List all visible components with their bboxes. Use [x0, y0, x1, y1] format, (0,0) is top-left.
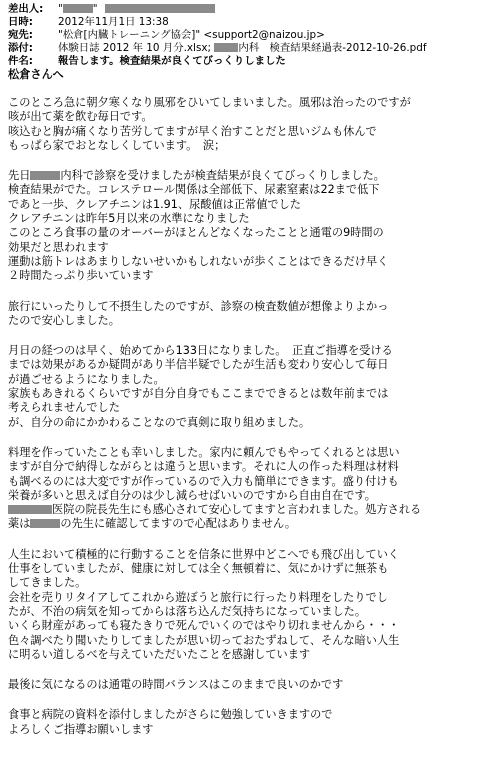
- from-open-quote: ": [58, 3, 63, 15]
- email-body: [8, 96, 474, 753]
- redacted-block: [30, 171, 60, 180]
- attach-value: [58, 42, 476, 55]
- body-line: ２時間たっぷり歩いています: [8, 269, 154, 283]
- paragraph-4: [8, 344, 474, 430]
- redacted-block: [30, 519, 60, 528]
- body-line: たので安心しました。: [8, 313, 120, 327]
- paragraph-1: [8, 96, 474, 153]
- redacted-block: [214, 43, 238, 52]
- body-line: 色々調べたり聞いたりしてましたが思い切っておたずねして、そんな暗い人生: [8, 633, 400, 647]
- body-line: 考えられませんでした: [8, 401, 120, 415]
- email-header: [8, 3, 476, 68]
- paragraph-7: [8, 678, 474, 692]
- header-subject-row: [8, 55, 476, 68]
- header-date-row: [8, 16, 476, 29]
- subject-value: 報告します。検査結果が良くてびっくりしました: [58, 55, 286, 67]
- body-line: に明るい道しるべを与えていただいたことを感謝しています: [8, 647, 311, 661]
- body-line: クレアチニンは昨年5月以来の水準になりました: [8, 212, 250, 226]
- from-value: [58, 3, 476, 16]
- body-line: 人生において積極的に行動することを信条に世界中どこへでも飛び出していく: [8, 547, 400, 561]
- body-line: 咳込むと胸が痛くなり苦労してますが早く治すことだと思いジムも休んで: [8, 124, 377, 138]
- body-text: 医院の院長先生にも感心されて安心してますと言われました。処方される: [52, 503, 422, 517]
- body-line: [8, 169, 474, 183]
- to-value: "松倉[内臓トレーニング協会]" <support2@naizou.jp>: [58, 29, 325, 41]
- header-from-row: [8, 3, 476, 16]
- paragraph-3: [8, 300, 474, 329]
- from-close-quote: ": [92, 3, 98, 15]
- body-line: 栄養が多いと思えば自分のは少し減らせばいいのですから自由自在です。: [8, 488, 376, 502]
- body-line: 検査結果がでた。コレステロール関係は全部低下、尿素窒素は22まで低下: [8, 183, 380, 197]
- paragraph-8: [8, 708, 474, 737]
- body-line: 月日の経つのは早く、始めてから133日になりました。 正直ご指導を受ける: [8, 344, 393, 358]
- body-line: が、自分の命にかかわることなので真剣に取り組めました。: [8, 415, 311, 429]
- paragraph-5: [8, 446, 474, 532]
- body-line: よろしくご指導お願いします: [8, 722, 154, 736]
- body-line: 食事と病院の資料を添付しましたがさらに勉強していきますので: [8, 708, 333, 722]
- body-text: 内科で診察を受けましたが検査結果が良くてびっくりしました。: [60, 169, 385, 183]
- attach-label: 添付:: [8, 42, 33, 54]
- body-line: 効果だと思われます: [8, 240, 109, 254]
- body-line: 家族もあきれるくらいですが自分自身でもここまでできるとは数年前までは: [8, 387, 389, 401]
- body-line: [8, 503, 474, 517]
- header-attach-row: [8, 42, 476, 55]
- body-line: いくら財産があっても寝たきりで死んでいくのではやり切れませんから・・・: [8, 619, 400, 633]
- redacted-block: [63, 4, 93, 13]
- date-label: 日時:: [8, 16, 33, 28]
- body-line: 咳が出て薬を飲む毎日です。: [8, 110, 153, 124]
- body-line: 仕事をしていましたが、健康に対しては全く無頓着に、気にかけずに無茶も: [8, 562, 389, 576]
- body-line: たが、不治の病気を知ってからは落ち込んだ気持ちになっていました。: [8, 604, 367, 618]
- body-line: 料理を作っていたことも幸いしました。家内に頼んでもやってくれるとは思い: [8, 445, 400, 459]
- body-line: であと一歩、クレアチニンは1.91、尿酸値は正常値でした: [8, 197, 301, 211]
- body-line: 最後に気になるのは通電の時間バランスはこのままで良いのかです: [8, 678, 344, 692]
- to-label: 宛先:: [8, 29, 33, 41]
- attachment-xlsx[interactable]: 体験日誌 2012 年 10 月分.xlsx;: [58, 42, 212, 54]
- header-to-row: [8, 29, 476, 42]
- body-line: もっぱら家でおとなしくしています。 涙；: [8, 138, 226, 152]
- body-line: が過ごせるようになりました。: [8, 372, 165, 386]
- from-label: 差出人:: [8, 3, 44, 15]
- body-line: ますが自分で納得しながらとは違うと思います。それに人の作った料理は材料: [8, 460, 399, 474]
- paragraph-6: [8, 548, 474, 662]
- greeting: 松倉さんへ: [8, 68, 64, 81]
- body-line: 旅行にいったりして不摂生したのですが、診察の検査数値が想像よりよかっ: [8, 299, 389, 313]
- body-line: までは効果があるか疑問があり半信半疑でしたが生活も変わり安心して毎日: [8, 358, 389, 372]
- body-line: 会社を売りリタイアしてこれから遊ぼうと旅行に行ったり料理をしたりでし: [8, 590, 388, 604]
- body-line: このところ食事の量のオーバーがほとんどなくなったことと通電の9時間の: [8, 226, 384, 240]
- redacted-block: [8, 505, 52, 514]
- redacted-block: [105, 4, 215, 13]
- body-line: も調べるのには大変ですが作っているので入力も簡単にできます。盛り付けも: [8, 474, 399, 488]
- paragraph-2: [8, 169, 474, 283]
- attachment-pdf[interactable]: 内科 検査結果経過表-2012-10-26.pdf: [238, 42, 427, 54]
- body-line: 運動は筋トレはあまりしないせいかもしれないが歩くことはできるだけ早く: [8, 254, 389, 268]
- date-value: 2012年11月1日 13:38: [58, 16, 169, 28]
- body-line: してきました。: [8, 576, 87, 590]
- body-line: このところ急に朝夕寒くなり風邪をひいてしまいました。風邪は治ったのですが: [8, 96, 411, 109]
- body-text: 薬は: [8, 517, 31, 531]
- body-line: [8, 517, 474, 531]
- body-text: の先生に確認してますので心配はありません。: [60, 517, 297, 531]
- body-text: 先日: [8, 169, 31, 183]
- subject-label: 件名:: [8, 55, 33, 67]
